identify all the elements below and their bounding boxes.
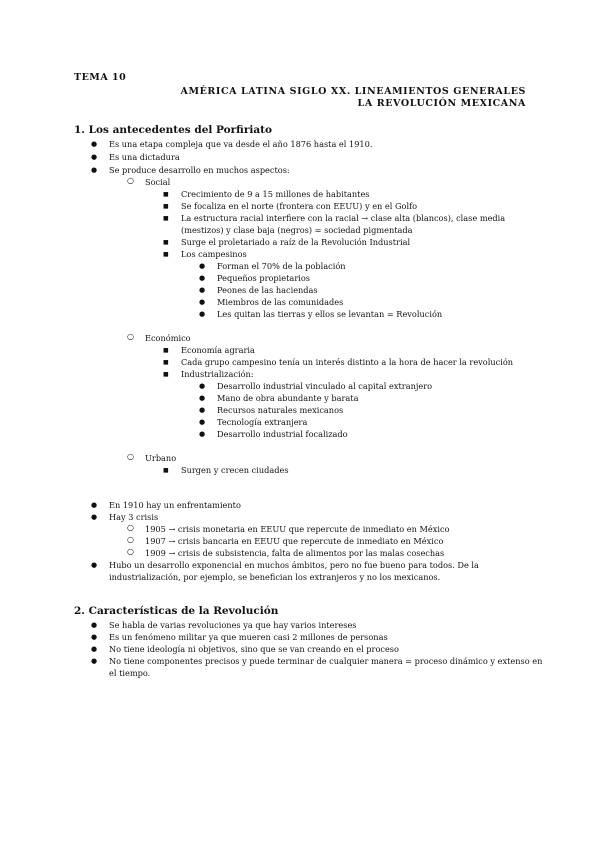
bullet-icon: ● bbox=[199, 430, 206, 438]
list-item: 1905 → crisis monetaria en EEUU que repercute de inmediato en México bbox=[145, 524, 450, 534]
bullet-icon: ● bbox=[199, 406, 206, 414]
bullet-icon: ● bbox=[91, 657, 98, 665]
list-item: Mano de obra abundante y barata bbox=[217, 393, 359, 403]
square-bullet-icon: ■ bbox=[163, 239, 169, 246]
sublist-label-social: Social bbox=[145, 177, 171, 187]
list-item: Se focaliza en el norte (frontera con EEUU) y en el Golfo bbox=[181, 201, 418, 211]
bullet-icon: ● bbox=[91, 513, 98, 521]
circle-bullet-icon: ○ bbox=[127, 176, 134, 185]
list-item-continuation: (mestizos) y clase baja (negros) = sociedad pigmentada bbox=[181, 225, 413, 235]
bullet-icon: ● bbox=[199, 418, 206, 426]
list-item: Hay 3 crisis bbox=[109, 512, 159, 522]
list-item: Industrialización: bbox=[181, 369, 254, 379]
list-item: Hubo un desarrollo exponencial en muchos ámbitos, pero no fue bueno para todos. De la bbox=[109, 560, 479, 570]
sublist-label-economico: Económico bbox=[145, 333, 191, 343]
circle-bullet-icon: ○ bbox=[127, 535, 134, 544]
bullet-icon: ● bbox=[91, 561, 98, 569]
list-item: Tecnología extranjera bbox=[217, 417, 308, 427]
list-item: Se habla de varias revoluciones ya que hay varios intereses bbox=[109, 620, 357, 630]
square-bullet-icon: ■ bbox=[163, 215, 169, 222]
list-item: En 1910 hay un enfrentamiento bbox=[109, 500, 241, 510]
bullet-icon: ● bbox=[91, 140, 98, 148]
list-item: 1907 → crisis bancaria en EEUU que repercute de inmediato en México bbox=[145, 536, 444, 546]
list-item: Cada grupo campesino tenía un interés distinto a la hora de hacer la revolución bbox=[181, 357, 514, 367]
list-item: Crecimiento de 9 a 15 millones de habitantes bbox=[181, 189, 370, 199]
circle-bullet-icon: ○ bbox=[127, 452, 134, 461]
bullet-icon: ● bbox=[199, 286, 206, 294]
square-bullet-icon: ■ bbox=[163, 467, 169, 474]
square-bullet-icon: ■ bbox=[163, 191, 169, 198]
bullet-icon: ● bbox=[199, 298, 206, 306]
document-title-line-2: LA REVOLUCIÓN MEXICANA bbox=[357, 98, 526, 109]
circle-bullet-icon: ○ bbox=[127, 523, 134, 532]
list-item-continuation: el tiempo. bbox=[109, 668, 151, 678]
square-bullet-icon: ■ bbox=[163, 347, 169, 354]
list-item: Forman el 70% de la población bbox=[217, 261, 346, 271]
list-item-continuation: industrialización, por ejemplo, se benefician los extranjeros y no los mexicanos. bbox=[109, 572, 441, 582]
circle-bullet-icon: ○ bbox=[127, 547, 134, 556]
list-item: La estructura racial interfiere con la racial → clase alta (blancos), clase media bbox=[181, 213, 506, 223]
list-item: Es un fenómeno militar ya que mueren casi 2 millones de personas bbox=[109, 632, 388, 642]
bullet-icon: ● bbox=[91, 166, 98, 174]
bullet-icon: ● bbox=[199, 274, 206, 282]
square-bullet-icon: ■ bbox=[163, 251, 169, 258]
bullet-icon: ● bbox=[91, 645, 98, 653]
list-item: Surge el proletariado a raíz de la Revolución Industrial bbox=[181, 237, 411, 247]
bullet-icon: ● bbox=[91, 153, 98, 161]
bullet-icon: ● bbox=[91, 621, 98, 629]
list-item: No tiene componentes precisos y puede terminar de cualquier manera = proceso dinámico y extenso en bbox=[109, 656, 543, 666]
list-item: Peones de las haciendas bbox=[217, 285, 318, 295]
circle-bullet-icon: ○ bbox=[127, 332, 134, 341]
list-item: Es una dictadura bbox=[109, 152, 180, 162]
tema-label: TEMA 10 bbox=[74, 72, 127, 83]
list-item: Surgen y crecen ciudades bbox=[181, 465, 289, 475]
list-item: No tiene ideología ni objetivos, sino que se van creando en el proceso bbox=[109, 644, 399, 654]
bullet-icon: ● bbox=[199, 310, 206, 318]
square-bullet-icon: ■ bbox=[163, 203, 169, 210]
list-item: Desarrollo industrial vinculado al capital extranjero bbox=[217, 381, 433, 391]
list-item: Es una etapa compleja que va desde el año 1876 hasta el 1910. bbox=[109, 139, 373, 149]
list-item: Les quitan las tierras y ellos se levantan = Revolución bbox=[217, 309, 443, 319]
section-1-heading: 1. Los antecedentes del Porfiriato bbox=[74, 124, 272, 136]
list-item: Desarrollo industrial focalizado bbox=[217, 429, 348, 439]
bullet-icon: ● bbox=[199, 394, 206, 402]
list-item: Recursos naturales mexicanos bbox=[217, 405, 344, 415]
list-item: Miembros de las comunidades bbox=[217, 297, 344, 307]
square-bullet-icon: ■ bbox=[163, 371, 169, 378]
document-title-line-1: AMÉRICA LATINA SIGLO XX. LINEAMIENTOS GENERALES bbox=[180, 86, 526, 97]
bullet-icon: ● bbox=[199, 382, 206, 390]
list-item: 1909 → crisis de subsistencia, falta de alimentos por las malas cosechas bbox=[145, 548, 445, 558]
section-2-heading: 2. Características de la Revolución bbox=[74, 605, 279, 617]
list-item: Pequeños propietarios bbox=[217, 273, 310, 283]
list-item: Se produce desarrollo en muchos aspectos: bbox=[109, 165, 290, 175]
bullet-icon: ● bbox=[199, 262, 206, 270]
list-item: Los campesinos bbox=[181, 249, 247, 259]
bullet-icon: ● bbox=[91, 633, 98, 641]
list-item: Economía agraria bbox=[181, 345, 255, 355]
sublist-label-urbano: Urbano bbox=[145, 453, 177, 463]
bullet-icon: ● bbox=[91, 501, 98, 509]
square-bullet-icon: ■ bbox=[163, 359, 169, 366]
